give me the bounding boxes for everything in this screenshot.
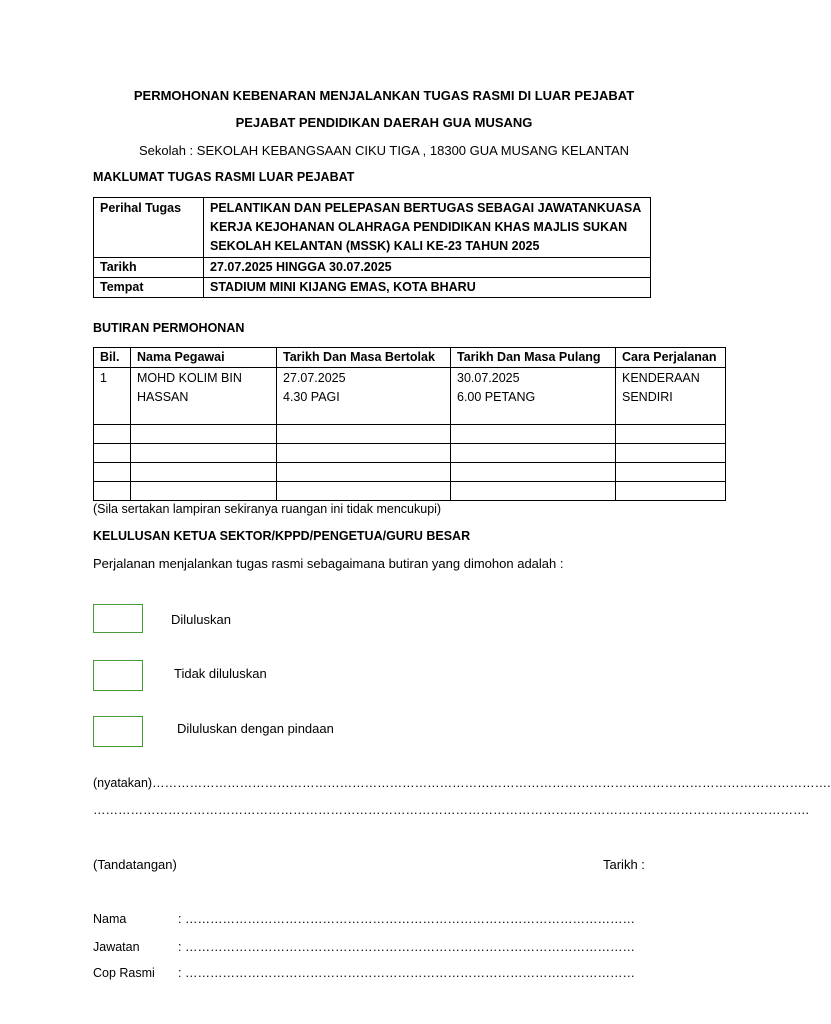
- nyatakan-label: (nyatakan): [93, 776, 153, 790]
- butiran-table: [93, 347, 726, 501]
- tempat-label: Tempat: [94, 278, 204, 298]
- table-row[interactable]: [94, 482, 726, 501]
- tempat-value: STADIUM MINI KIJANG EMAS, KOTA BHARU: [204, 278, 651, 298]
- tarikh-value: 27.07.2025 HINGGA 30.07.2025: [204, 258, 651, 278]
- checkbox-diluluskan-pindaan[interactable]: [93, 716, 143, 747]
- col-header-bil: Bil.: [94, 348, 131, 368]
- section-butiran-heading: BUTIRAN PERMOHONAN: [93, 321, 245, 335]
- table-row: [94, 198, 651, 258]
- cell-nama: MOHD KOLIM BIN HASSAN: [131, 368, 277, 425]
- cell-bertolak: 27.07.2025 4.30 PAGI: [277, 368, 451, 425]
- maklumat-table: [93, 197, 651, 298]
- approval-intro: Perjalanan menjalankan tugas rasmi sebagaimana butiran yang dimohon adalah :: [93, 556, 564, 571]
- col-header-pulang: Tarikh Dan Masa Pulang: [451, 348, 616, 368]
- nama-label: Nama: [93, 912, 127, 926]
- checkbox-tidak-diluluskan[interactable]: [93, 660, 143, 691]
- nama-field[interactable]: : ………………………………………………………………………………………………: [178, 912, 635, 926]
- option-diluluskan-pindaan-label: Diluluskan dengan pindaan: [177, 721, 334, 736]
- table-row: [94, 258, 651, 278]
- office-name: PEJABAT PENDIDIKAN DAERAH GUA MUSANG: [235, 115, 533, 130]
- col-header-cara: Cara Perjalanan: [616, 348, 726, 368]
- col-header-bertolak: Tarikh Dan Masa Bertolak: [277, 348, 451, 368]
- attachment-note: (Sila sertakan lampiran sekiranya ruangan ini tidak mencukupi): [93, 502, 442, 516]
- table-row[interactable]: [94, 444, 726, 463]
- cell-pulang: 30.07.2025 6.00 PETANG: [451, 368, 616, 425]
- col-header-nama: Nama Pegawai: [131, 348, 277, 368]
- table-row: [94, 278, 651, 298]
- nyatakan-dots: ……………………………………………………………………………………………………………………………………………….: [152, 776, 831, 790]
- form-title: PERMOHONAN KEBENARAN MENJALANKAN TUGAS RASMI DI LUAR PEJABAT: [133, 88, 635, 103]
- table-row[interactable]: [94, 463, 726, 482]
- table-row: [94, 368, 726, 425]
- table-header-row: [94, 348, 726, 368]
- tandatangan-label: (Tandatangan): [93, 857, 177, 872]
- cop-rasmi-field[interactable]: : ………………………………………………………………………………………………: [178, 966, 635, 980]
- cop-rasmi-label: Cop Rasmi: [93, 966, 155, 980]
- jawatan-label: Jawatan: [93, 940, 140, 954]
- tarikh-label: Tarikh: [94, 258, 204, 278]
- jawatan-field[interactable]: : ………………………………………………………………………………………………: [178, 940, 635, 954]
- nyatakan-line[interactable]: [93, 776, 831, 790]
- perihal-label: Perihal Tugas: [94, 198, 204, 258]
- section-maklumat-heading: MAKLUMAT TUGAS RASMI LUAR PEJABAT: [93, 170, 355, 184]
- nyatakan-line-2[interactable]: ……………………………………………………………………………………………………………………………………………………….: [93, 803, 809, 817]
- cell-cara: KENDERAAN SENDIRI: [616, 368, 726, 425]
- cell-bil: 1: [94, 368, 131, 425]
- perihal-value: PELANTIKAN DAN PELEPASAN BERTUGAS SEBAGAI JAWATANKUASA KERJA KEJOHANAN OLAHRAGA PENDIDIKAN KHAS MAJLIS SUKAN SEKOLAH KELANTAN (MSSK) KALI KE-23 TAHUN 2025: [204, 198, 651, 258]
- school-line: Sekolah : SEKOLAH KEBANGSAAN CIKU TIGA , 18300 GUA MUSANG KELANTAN: [138, 143, 630, 158]
- option-diluluskan-label: Diluluskan: [171, 612, 231, 627]
- tarikh-label: Tarikh :: [603, 857, 645, 872]
- table-row[interactable]: [94, 425, 726, 444]
- checkbox-diluluskan[interactable]: [93, 604, 143, 633]
- section-kelulusan-heading: KELULUSAN KETUA SEKTOR/KPPD/PENGETUA/GURU BESAR: [93, 529, 471, 543]
- option-tidak-diluluskan-label: Tidak diluluskan: [174, 666, 267, 681]
